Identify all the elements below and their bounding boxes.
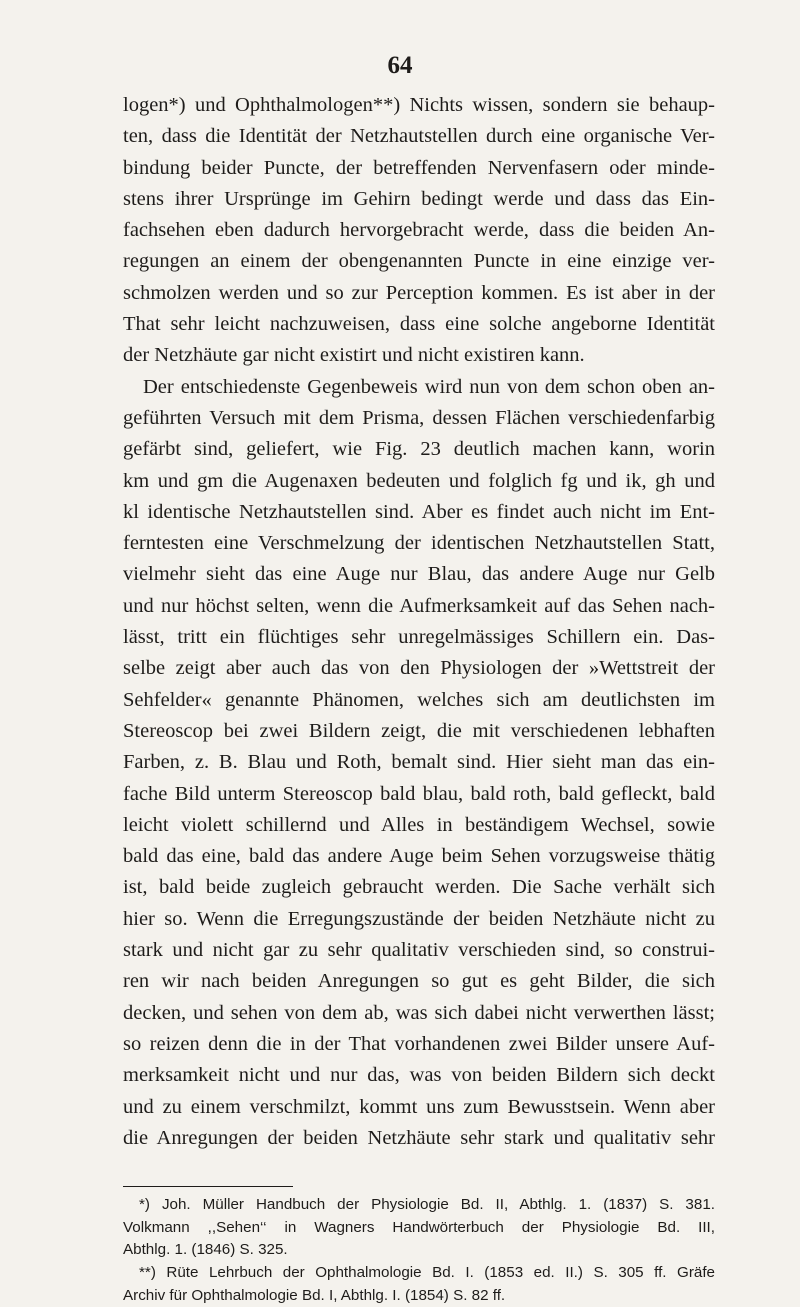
footnote-line: *) Joh. Müller Handbuch der Physiologie Bd. II, Abthlg. 1. (1837) S. 381. <box>139 1196 715 1213</box>
text-line: ferntesten eine Verschmelzung der identischen Netzhautstellen Statt, <box>123 532 715 555</box>
text-line: km und gm die Augenaxen bedeuten und folglich fg und ik, gh und <box>123 469 715 492</box>
text-line: Sehfelder« genannte Phänomen, welches sich am deutlichsten im <box>123 688 715 711</box>
text-line: und nur höchst selten, wenn die Aufmerksamkeit auf das Sehen nach- <box>123 594 715 617</box>
text-line: der Netzhäute gar nicht existirt und nicht existiren kann. <box>123 344 585 367</box>
text-line: selbe zeigt aber auch das von den Physiologen der »Wettstreit der <box>123 657 715 680</box>
text-line: stens ihrer Ursprünge im Gehirn bedingt werde und dass das Ein- <box>123 187 715 210</box>
text-line: hier so. Wenn die Erregungszustände der beiden Netzhäute nicht zu <box>123 907 715 930</box>
text-line: Stereoscop bei zwei Bildern zeigt, die mit verschiedenen lebhaften <box>123 719 715 742</box>
text-line: logen*) und Ophthalmologen**) Nichts wissen, sondern sie behaup- <box>123 94 715 116</box>
text-line: merksamkeit nicht und nur das, was von beiden Bildern sich deckt <box>123 1064 715 1087</box>
text-line: ren wir nach beiden Anregungen so gut es geht Bilder, die sich <box>123 970 715 993</box>
footnote-line: Volkmann ,,Sehen‘‘ in Wagners Handwörterbuch der Physiologie Bd. III, <box>123 1218 715 1236</box>
text-line: bindung beider Puncte, der betreffenden Nervenfasern oder minde- <box>123 156 715 179</box>
text-line: leicht violett schillernd und Alles in beständigem Wechsel, sowie <box>123 813 715 836</box>
text-line: vielmehr sieht das eine Auge nur Blau, das andere Auge nur Gelb <box>123 563 715 586</box>
text-line: stark und nicht gar zu sehr qualitativ verschieden sind, so construi- <box>123 939 715 962</box>
text-line: fache Bild unterm Stereoscop bald blau, bald roth, bald gefleckt, bald <box>123 782 715 805</box>
footnote-divider <box>123 1186 293 1187</box>
text-line: die Anregungen der beiden Netzhäute sehr stark und qualitativ sehr <box>123 1126 715 1149</box>
footnote-line: Archiv für Ophthalmologie Bd. I, Abthlg. I. (1854) S. 82 ff. <box>123 1286 506 1304</box>
page-number: 64 <box>387 52 413 79</box>
footnote-line: Abthlg. 1. (1846) S. 325. <box>123 1241 288 1259</box>
footnote-line: **) Rüte Lehrbuch der Ophthalmologie Bd. I. (1853 ed. II.) S. 305 ff. Gräfe <box>139 1264 715 1282</box>
footnotes <box>123 1194 715 1307</box>
text-line: regungen an einem der obengenannten Puncte in eine einzige ver- <box>123 250 715 273</box>
text-line: gefärbt sind, geliefert, wie Fig. 23 deutlich machen kann, worin <box>123 438 715 461</box>
text-line: ist, bald beide zugleich gebraucht werden. Die Sache verhält sich <box>123 876 715 899</box>
text-line: Farben, z. B. Blau und Roth, bemalt sind. Hier sieht man das ein- <box>123 751 715 774</box>
text-line: geführten Versuch mit dem Prisma, dessen Flächen verschiedenfarbig <box>123 406 715 429</box>
text-line: fachsehen eben dadurch hervorgebracht werde, dass die beiden An- <box>123 219 715 242</box>
text-line: so reizen denn die in der That vorhandenen zwei Bilder unsere Auf- <box>123 1032 715 1055</box>
text-line: schmolzen werden und so zur Perception kommen. Es ist aber in der <box>123 281 715 304</box>
text-line: bald das eine, bald das andere Auge beim Sehen vorzugsweise thätig <box>123 845 715 868</box>
text-line: decken, und sehen von dem ab, was sich dabei nicht verwerthen lässt; <box>123 1001 715 1024</box>
text-line: That sehr leicht nachzuweisen, dass eine solche angeborne Identität <box>123 313 715 336</box>
text-line: kl identische Netzhautstellen sind. Aber es findet auch nicht im Ent- <box>123 500 715 523</box>
body-text <box>123 90 715 1154</box>
text-line: lässt, tritt ein flüchtiges sehr unregelmässiges Schillern ein. Das- <box>123 626 715 649</box>
text-line: Der entschiedenste Gegenbeweis wird nun von dem schon oben an- <box>143 375 715 398</box>
text-line: ten, dass die Identität der Netzhautstellen durch eine organische Ver- <box>123 125 715 148</box>
text-line: und zu einem verschmilzt, kommt uns zum Bewusstsein. Wenn aber <box>123 1095 715 1118</box>
